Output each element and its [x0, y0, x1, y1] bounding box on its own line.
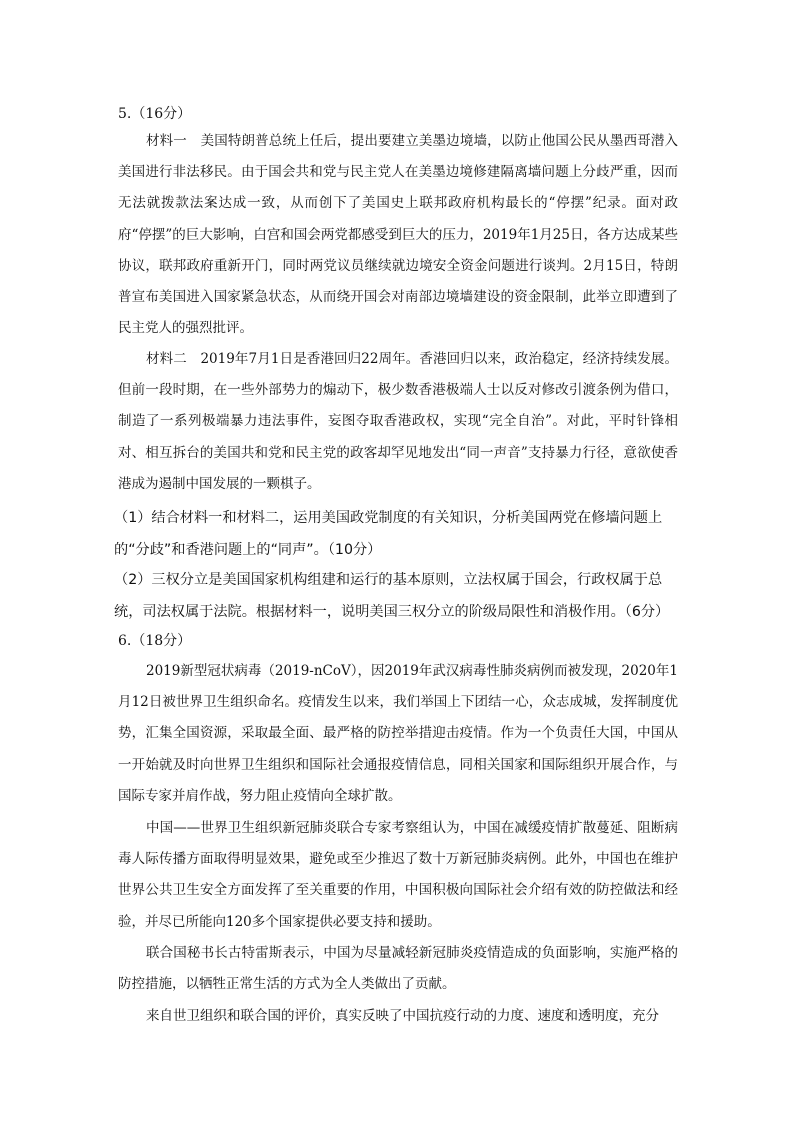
q5-subquestion-1 [114, 503, 683, 566]
q6-paragraph-3: 联合国秘书长古特雷斯表示，中国为尽量减轻新冠肺炎疫情造成的负面影响，实施严格的防控措施，以牺牲正常生活的方式为全人类做出了贡献。 [118, 945, 678, 993]
q5-subquestion-2 [114, 565, 683, 628]
q5-material-1: 材料一 美国特朗普总统上任后，提出要建立美墨边境墙，以防止他国公民从墨西哥潜入美国进行非法移民。由于国会共和党与民主党人在美墨边境修建隔离墙问题上分歧严重，因而无法就拨款法案达成一致，从而创下了美国史上联邦政府机构最长的“停摆”纪录。面对政府“停摆”的巨大影响，白宫和国会两党都感受到巨大的压力，2019年1月25日，各方达成某些协议，联邦政府重新开门，同时两党议员继续就边境安全资金问题进行谈判。2月15日，特朗普宣布美国进入国家紧急状态，从而绕开国会对南部边境墙建设的资金限制，此举立即遭到了民主党人的强烈批评。 [118, 133, 678, 337]
q6-paragraph-4: 来自世卫组织和联合国的评价，真实反映了中国抗疫行动的力度、速度和透明度，充分 [146, 1008, 659, 1024]
q6-paragraph-2: 中国——世界卫生组织新冠肺炎联合专家考察组认为，中国在减缓疫情扩散蔓延、阻断病毒人际传播方面取得明显效果，避免或至少推迟了数十万新冠肺炎病例。此外，中国也在维护世界公共卫生安全方面发挥了至关重要的作用，中国积极向国际社会介绍有效的防控做法和经验，并尽已所能向120多个国家提供必要支持和援助。 [118, 820, 678, 930]
q5-subquestion-1-text: （1）结合材料一和材料二，运用美国政党制度的有关知识，分析美国两党在修墙问题上的“分歧”和香港问题上的“同声”。（10分） [114, 510, 663, 558]
question-5-heading: 5.（16分） [118, 106, 192, 122]
q6-paragraph-1: 2019新型冠状病毒（2019-nCoV），因2019年武汉病毒性肺炎病例而被发现，2020年1月12日被世界卫生组织命名。疫情发生以来，我们举国上下团结一心，众志成城，发挥制度优势，汇集全国资源，采取最全面、最严格的防控举措迎击疫情。作为一个负责任大国，中国从一开始就及时向世界卫生组织和国际社会通报疫情信息，同相关国家和国际组织开展合作，与国际专家并肩作战，努力阻止疫情向全球扩散。 [118, 663, 678, 804]
q5-subquestion-2-text: （2）三权分立是美国国家机构组建和运行的基本原则，立法权属于国会，行政权属于总统，司法权属于法院。根据材料一，说明美国三权分立的阶级局限性和消极作用。（6分） [114, 572, 670, 620]
q5-material-2: 材料二 2019年7月1日是香港回归22周年。香港回归以来，政治稳定，经济持续发展。但前一段时期，在一些外部势力的煽动下，极少数香港极端人士以反对修改引渡条例为借口，制造了一系列极端暴力违法事件，妄图夺取香港政权，实现“完全自治”。对此，平时针锋相对、相互拆台的美国共和党和民主党的政客却罕见地发出“同一声音”支持暴力行径，意欲使香港成为遏制中国发展的一颗棋子。 [118, 351, 678, 492]
question-6-heading: 6.（18分） [118, 633, 192, 649]
